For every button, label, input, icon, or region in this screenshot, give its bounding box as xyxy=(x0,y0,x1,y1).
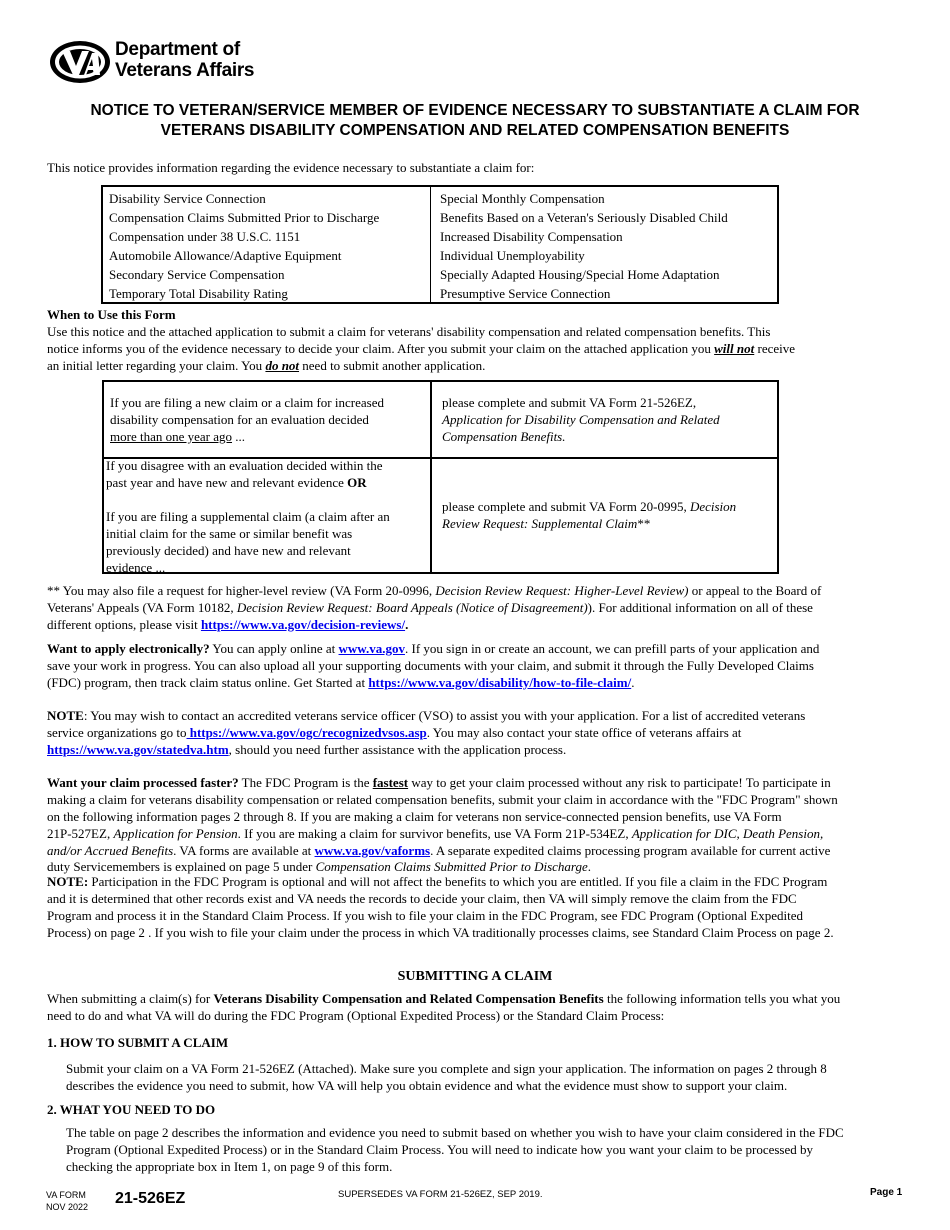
claim-type-item: Special Monthly Compensation xyxy=(440,191,605,206)
table-divider xyxy=(430,187,431,302)
what-you-need-text: The table on page 2 describes the information and evidence you need to submit based on whether you wish to have your claim considered in the FDC Program (Optional Expedited Process) or in the Standard Claim Process. You will need to indicate how you want your claim to be processed by checking the appropriate box in Item 1, on page 9 of this form. xyxy=(66,1125,844,1174)
claim-types-left xyxy=(109,189,379,303)
supersedes-note: SUPERSEDES VA FORM 21-526EZ, SEP 2019. xyxy=(338,1189,543,1200)
claim-type-item: Compensation under 38 U.S.C. 1151 xyxy=(109,229,301,244)
row2-action: please complete and submit VA Form 20-0995, Decision Review Request: Supplemental Claim** xyxy=(442,499,737,531)
form-number: 21-526EZ xyxy=(115,1190,186,1207)
claim-type-item: Presumptive Service Connection xyxy=(440,286,611,301)
claim-type-item: Benefits Based on a Veteran's Seriously Disabled Child xyxy=(440,210,728,225)
when-to-use-heading: When to Use this Form xyxy=(47,307,176,322)
department-name xyxy=(115,39,254,81)
claim-type-item: Automobile Allowance/Adaptive Equipment xyxy=(109,248,342,263)
claim-type-item: Increased Disability Compensation xyxy=(440,229,623,244)
intro-text: This notice provides information regarding the evidence necessary to substantiate a claim for: xyxy=(47,160,535,175)
claim-type-item: Compensation Claims Submitted Prior to Discharge xyxy=(109,210,380,225)
dept-line-2: Veterans Affairs xyxy=(115,60,255,81)
page-title xyxy=(30,101,920,141)
when-to-use-line: Use this notice and the attached application to submit a claim for veterans' disability compensation and related compensation benefits. This xyxy=(47,323,771,339)
va-gov-link[interactable]: www.va.gov xyxy=(338,641,405,656)
submitting-intro: When submitting a claim(s) for Veterans Disability Compensation and Related Compensation Benefits the following information tells you what you need to do and what VA will do during the FDC Program (Optional Expedited Process) or the Standard Claim Process: xyxy=(47,991,841,1023)
row1-action: please complete and submit VA Form 21-526EZ, Application for Disability Compensation and Related Compensation Benefits. xyxy=(442,395,720,444)
submitting-heading: SUBMITTING A CLAIM xyxy=(397,969,553,984)
title-line-2: VETERANS DISABILITY COMPENSATION AND RELATED COMPENSATION BENEFITS xyxy=(160,122,790,139)
apply-electronically-section: Want to apply electronically? You can apply online at www.va.gov. If you sign in or create an account, we can prefill parts of your application and save your work in progress. You can also upload all your supporting documents with your claim, and submit it through the Fully Developed Claims (FDC) program, then track claim status online. Get Started at https://www.va.gov/disability/how-to-file-claim/. xyxy=(47,641,820,690)
row1-condition: If you are filing a new claim or a claim for increased disability compensation for an evaluation decided more than one year ago ... xyxy=(110,395,384,444)
claim-types-right xyxy=(440,189,728,303)
claim-type-item: Temporary Total Disability Rating xyxy=(109,286,288,301)
vso-note: NOTE: You may wish to contact an accredited veterans service officer (VSO) to assist you with your application. For a list of accredited veterans service organizations go to https://www.va.gov/ogc/recognizedvsos.asp. You may also contact your state office of veterans affairs at https://www.va.gov/statedva.htm, should you need further assistance with the application process. xyxy=(47,708,806,757)
row2-condition: If you disagree with an evaluation decided within the past year and have new and relevant evidence OR If you are filing a supplemental claim (a claim after an initial claim for the same or similar benefit was previously decided) and have new and relevant evidence ... xyxy=(106,458,390,575)
how-to-file-claim-link[interactable]: https://www.va.gov/disability/how-to-file-claim/ xyxy=(368,674,632,690)
when-to-use-line: an initial letter regarding your claim. You do not need to submit another application. xyxy=(47,357,486,373)
form-edition: VA FORM NOV 2022 xyxy=(46,1190,89,1212)
page-number: Page 1 xyxy=(870,1187,903,1198)
instructions-table xyxy=(102,380,779,574)
claim-type-item: Individual Unemployability xyxy=(440,248,585,263)
claim-type-item: Disability Service Connection xyxy=(109,191,266,206)
claim-type-item: Secondary Service Compensation xyxy=(109,267,285,282)
will-not-emphasis: will not xyxy=(714,340,755,356)
vaforms-link[interactable]: www.va.gov/vaforms xyxy=(314,842,431,858)
claim-type-item: Specially Adapted Housing/Special Home Adaptation xyxy=(440,267,720,282)
recognized-vsos-link[interactable]: https://www.va.gov/ogc/recognizedvsos.asp xyxy=(186,724,427,740)
how-to-submit-heading: 1. HOW TO SUBMIT A CLAIM xyxy=(47,1035,229,1050)
when-to-use-section xyxy=(47,307,907,375)
decision-reviews-link[interactable]: https://www.va.gov/decision-reviews/ xyxy=(200,616,406,632)
state-dva-link[interactable]: https://www.va.gov/statedva.htm xyxy=(47,741,229,757)
fdc-faster-section: Want your claim processed faster? The FDC Program is the fastest way to get your claim processed without any risk to participate! To participate in making a claim for veterans disability compensation or related compensation benefits, submit your claim in accordance with the "FDC Program" shown on the following information pages 2 through 8. If you are making a claim for veterans non service-connected pension benefits, use VA Form 21P-527EZ, Application for Pension. If you are making a claim for survivor benefits, use VA Form 21P-534EZ, Application for DIC, Death Pension, and/or Accrued Benefits. VA forms are available at www.va.gov/vaforms. A separate expedited claims processing program available for current active duty Servicemembers is explained on page 5 under Compensation Claims Submitted Prior to Discharge. xyxy=(47,775,838,875)
table-divider xyxy=(430,382,432,572)
dept-line-1: Department of xyxy=(115,39,240,60)
when-to-use-line: notice informs you of the evidence necessary to decide your claim. After you submit your claim on the attached application you will not receive xyxy=(47,340,796,356)
va-seal-icon xyxy=(48,38,112,86)
review-options-note: ** You may also file a request for higher-level review (VA Form 20-0996, Decision Review Request: Higher-Level Review) or appeal to the Board of Veterans' Appeals (VA Form 10182, Decision Review Request: Board Appeals (Notice of Disagreement)). For additional information on all of these different options, please visit https://www.va.gov/decision-reviews/. xyxy=(47,583,822,632)
title-line-1: NOTICE TO VETERAN/SERVICE MEMBER OF EVIDENCE NECESSARY TO SUBSTANTIATE A CLAIM FOR xyxy=(90,102,860,119)
fdc-optional-note: NOTE: Participation in the FDC Program is optional and will not affect the benefits to which you are entitled. If you file a claim in the FDC Program and it is determined that other records exist and VA needs the records to decide your claim, then VA will simply remove the claim from the FDC Program and process it in the Standard Claim Process. If you wish to file your claim in the FDC Program, see FDC Program (Optional Expedited Process) on page 2 . If you wish to file your claim under the process in which VA traditionally processes claims, see Standard Claim Process on page 2. xyxy=(47,874,834,940)
what-you-need-heading: 2. WHAT YOU NEED TO DO xyxy=(47,1102,216,1117)
do-not-emphasis: do not xyxy=(265,357,300,373)
how-to-submit-text: Submit your claim on a VA Form 21-526EZ (Attached). Make sure you complete and sign your application. The information on pages 2 through 8 describes the evidence you need to submit, how VA will help you obtain evidence and what the evidence must show to support your claim. xyxy=(66,1061,827,1093)
claim-types-table xyxy=(101,185,779,304)
